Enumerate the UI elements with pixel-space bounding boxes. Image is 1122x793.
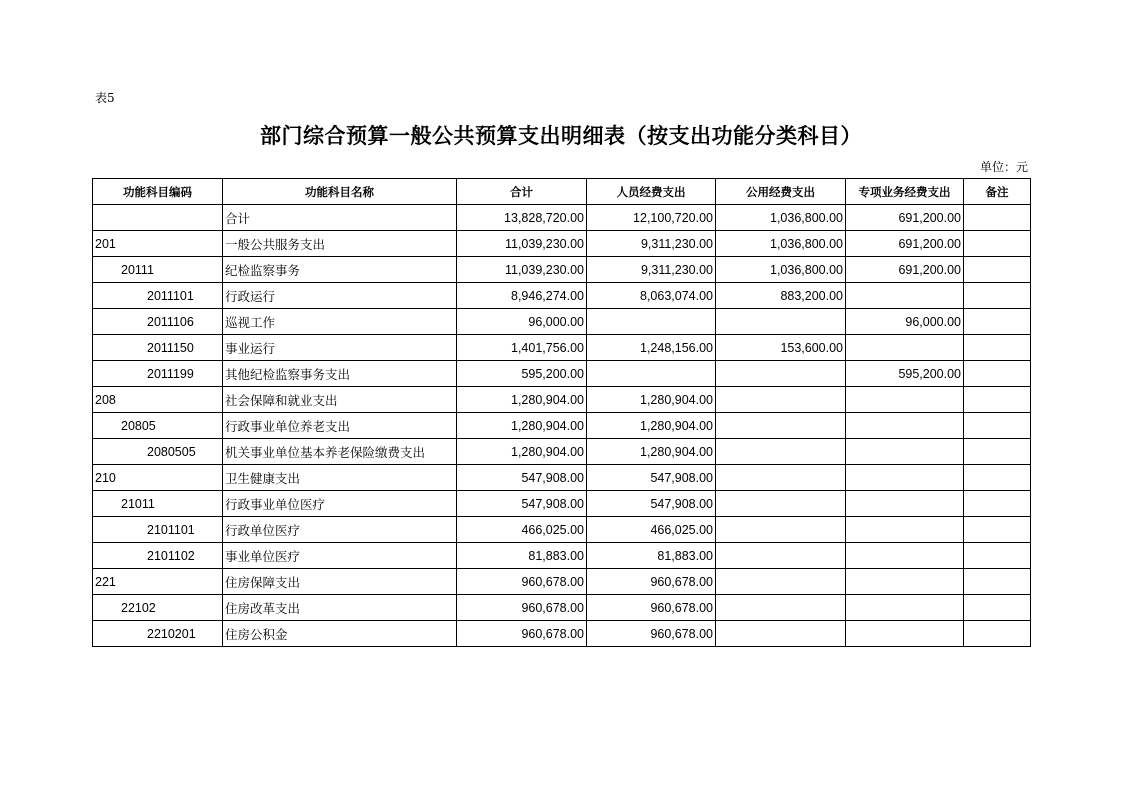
cell-public xyxy=(716,465,846,491)
table-row xyxy=(93,543,1031,569)
cell-personnel: 81,883.00 xyxy=(587,543,716,569)
cell-total: 960,678.00 xyxy=(457,595,587,621)
cell-note xyxy=(964,205,1031,231)
cell-name: 事业单位医疗 xyxy=(223,543,457,569)
cell-total: 11,039,230.00 xyxy=(457,231,587,257)
cell-personnel: 1,280,904.00 xyxy=(587,439,716,465)
cell-name: 住房公积金 xyxy=(223,621,457,647)
cell-public xyxy=(716,491,846,517)
cell-public: 1,036,800.00 xyxy=(716,231,846,257)
table-row xyxy=(93,465,1031,491)
cell-personnel: 547,908.00 xyxy=(587,465,716,491)
cell-name: 行政运行 xyxy=(223,283,457,309)
cell-personnel: 960,678.00 xyxy=(587,621,716,647)
cell-personnel: 12,100,720.00 xyxy=(587,205,716,231)
column-header-total: 合计 xyxy=(457,179,587,205)
cell-name: 行政事业单位医疗 xyxy=(223,491,457,517)
cell-total: 81,883.00 xyxy=(457,543,587,569)
column-header-special: 专项业务经费支出 xyxy=(846,179,964,205)
column-header-note: 备注 xyxy=(964,179,1031,205)
cell-name: 巡视工作 xyxy=(223,309,457,335)
column-header-code: 功能科目编码 xyxy=(93,179,223,205)
table-row xyxy=(93,387,1031,413)
cell-special: 96,000.00 xyxy=(846,309,964,335)
cell-special xyxy=(846,439,964,465)
table-row xyxy=(93,517,1031,543)
table-row xyxy=(93,439,1031,465)
cell-public xyxy=(716,361,846,387)
cell-total: 1,280,904.00 xyxy=(457,413,587,439)
cell-public: 153,600.00 xyxy=(716,335,846,361)
cell-special: 691,200.00 xyxy=(846,231,964,257)
table-row xyxy=(93,205,1031,231)
table-row xyxy=(93,335,1031,361)
cell-code: 2080505 xyxy=(93,439,223,465)
cell-public: 883,200.00 xyxy=(716,283,846,309)
cell-code: 2011106 xyxy=(93,309,223,335)
cell-note xyxy=(964,465,1031,491)
cell-name: 行政单位医疗 xyxy=(223,517,457,543)
cell-public xyxy=(716,569,846,595)
cell-special xyxy=(846,465,964,491)
cell-code: 210 xyxy=(93,465,223,491)
cell-public xyxy=(716,621,846,647)
header-row xyxy=(93,179,1031,205)
cell-special xyxy=(846,543,964,569)
cell-code: 20805 xyxy=(93,413,223,439)
cell-personnel: 1,280,904.00 xyxy=(587,413,716,439)
cell-code: 2011199 xyxy=(93,361,223,387)
cell-code: 2011101 xyxy=(93,283,223,309)
cell-total: 8,946,274.00 xyxy=(457,283,587,309)
cell-special xyxy=(846,621,964,647)
cell-public xyxy=(716,517,846,543)
cell-public xyxy=(716,387,846,413)
cell-public xyxy=(716,543,846,569)
cell-note xyxy=(964,283,1031,309)
cell-special: 691,200.00 xyxy=(846,205,964,231)
cell-total: 13,828,720.00 xyxy=(457,205,587,231)
cell-code xyxy=(93,205,223,231)
cell-name: 社会保障和就业支出 xyxy=(223,387,457,413)
cell-special xyxy=(846,491,964,517)
cell-personnel xyxy=(587,309,716,335)
cell-personnel: 1,280,904.00 xyxy=(587,387,716,413)
column-header-public: 公用经费支出 xyxy=(716,179,846,205)
cell-name: 住房改革支出 xyxy=(223,595,457,621)
cell-public xyxy=(716,309,846,335)
table-row xyxy=(93,231,1031,257)
unit-label: 单位：元 xyxy=(979,160,1028,174)
table-row xyxy=(93,309,1031,335)
table-row xyxy=(93,569,1031,595)
cell-personnel: 547,908.00 xyxy=(587,491,716,517)
cell-public xyxy=(716,413,846,439)
cell-personnel: 466,025.00 xyxy=(587,517,716,543)
cell-name: 事业运行 xyxy=(223,335,457,361)
cell-note xyxy=(964,413,1031,439)
cell-special xyxy=(846,387,964,413)
cell-total: 547,908.00 xyxy=(457,465,587,491)
cell-code: 2101101 xyxy=(93,517,223,543)
cell-personnel: 960,678.00 xyxy=(587,595,716,621)
cell-code: 20111 xyxy=(93,257,223,283)
cell-special xyxy=(846,517,964,543)
cell-personnel: 9,311,230.00 xyxy=(587,231,716,257)
cell-special: 691,200.00 xyxy=(846,257,964,283)
column-header-personnel: 人员经费支出 xyxy=(587,179,716,205)
cell-code: 221 xyxy=(93,569,223,595)
cell-note xyxy=(964,387,1031,413)
cell-note xyxy=(964,595,1031,621)
table-row xyxy=(93,283,1031,309)
cell-total: 595,200.00 xyxy=(457,361,587,387)
table-row xyxy=(93,361,1031,387)
cell-total: 11,039,230.00 xyxy=(457,257,587,283)
cell-note xyxy=(964,621,1031,647)
cell-note xyxy=(964,257,1031,283)
cell-note xyxy=(964,569,1031,595)
cell-public: 1,036,800.00 xyxy=(716,257,846,283)
cell-name: 其他纪检监察事务支出 xyxy=(223,361,457,387)
table-body xyxy=(93,205,1031,647)
cell-name: 纪检监察事务 xyxy=(223,257,457,283)
cell-special: 595,200.00 xyxy=(846,361,964,387)
cell-special xyxy=(846,569,964,595)
cell-code: 208 xyxy=(93,387,223,413)
cell-public: 1,036,800.00 xyxy=(716,205,846,231)
cell-note xyxy=(964,335,1031,361)
table-row xyxy=(93,491,1031,517)
cell-code: 2210201 xyxy=(93,621,223,647)
cell-total: 960,678.00 xyxy=(457,569,587,595)
cell-personnel: 9,311,230.00 xyxy=(587,257,716,283)
cell-name: 一般公共服务支出 xyxy=(223,231,457,257)
cell-personnel: 1,248,156.00 xyxy=(587,335,716,361)
table-row xyxy=(93,257,1031,283)
cell-name: 卫生健康支出 xyxy=(223,465,457,491)
table-row xyxy=(93,413,1031,439)
cell-total: 1,401,756.00 xyxy=(457,335,587,361)
table-row xyxy=(93,595,1031,621)
cell-public xyxy=(716,595,846,621)
table-number-label: 表5 xyxy=(95,91,115,105)
column-header-name: 功能科目名称 xyxy=(223,179,457,205)
cell-note xyxy=(964,309,1031,335)
cell-personnel xyxy=(587,361,716,387)
cell-note xyxy=(964,517,1031,543)
budget-table xyxy=(92,178,1031,647)
cell-name: 合计 xyxy=(223,205,457,231)
cell-total: 1,280,904.00 xyxy=(457,387,587,413)
cell-note xyxy=(964,231,1031,257)
cell-total: 466,025.00 xyxy=(457,517,587,543)
cell-total: 96,000.00 xyxy=(457,309,587,335)
table-row xyxy=(93,621,1031,647)
cell-note xyxy=(964,491,1031,517)
document-title: 部门综合预算一般公共预算支出明细表（按支出功能分类科目） xyxy=(260,123,862,148)
cell-note xyxy=(964,543,1031,569)
cell-total: 960,678.00 xyxy=(457,621,587,647)
cell-code: 22102 xyxy=(93,595,223,621)
cell-special xyxy=(846,335,964,361)
cell-code: 2101102 xyxy=(93,543,223,569)
cell-special xyxy=(846,413,964,439)
cell-personnel: 8,063,074.00 xyxy=(587,283,716,309)
cell-note xyxy=(964,439,1031,465)
cell-code: 21011 xyxy=(93,491,223,517)
cell-total: 1,280,904.00 xyxy=(457,439,587,465)
cell-total: 547,908.00 xyxy=(457,491,587,517)
cell-special xyxy=(846,283,964,309)
cell-name: 行政事业单位养老支出 xyxy=(223,413,457,439)
cell-note xyxy=(964,361,1031,387)
cell-personnel: 960,678.00 xyxy=(587,569,716,595)
cell-public xyxy=(716,439,846,465)
cell-name: 机关事业单位基本养老保险缴费支出 xyxy=(223,439,457,465)
cell-code: 2011150 xyxy=(93,335,223,361)
cell-name: 住房保障支出 xyxy=(223,569,457,595)
cell-code: 201 xyxy=(93,231,223,257)
cell-special xyxy=(846,595,964,621)
